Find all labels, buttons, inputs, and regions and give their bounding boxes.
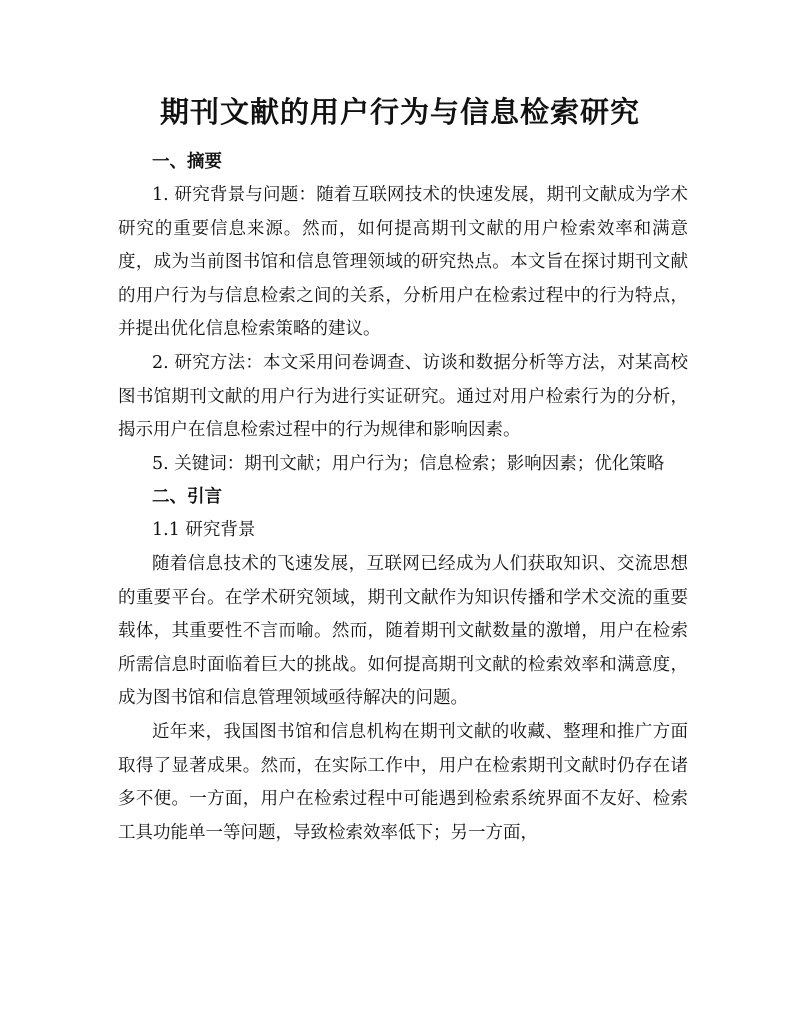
- subsection-heading-background: 1.1 研究背景: [152, 520, 256, 541]
- abstract-paragraph-method: 2. 研究方法：本文采用问卷调查、访谈和数据分析等方法，对某高校图书馆期刊文献的用户行为进行实证研究。通过对用户检索行为的分析，揭示用户在信息检索过程中的行为规律和影响因素。: [118, 352, 688, 441]
- introduction-paragraph-1: 随着信息技术的飞速发展，互联网已经成为人们获取知识、交流思想的重要平台。在学术研究领域，期刊文献作为知识传播和学术交流的重要载体，其重要性不言而喻。然而，随着期刊文献数量的激增，用户在检索所需信息时面临着巨大的挑战。如何提高期刊文献的检索效率和满意度，成为图书馆和信息管理领域亟待解决的问题。: [118, 553, 688, 709]
- section-heading-abstract: 一、摘要: [152, 152, 222, 172]
- abstract-paragraph-background: 1. 研究背景与问题：随着互联网技术的快速发展，期刊文献成为学术研究的重要信息来源。然而，如何提高期刊文献的用户检索效率和满意度，成为当前图书馆和信息管理领域的研究热点。本文旨在探讨期刊文献的用户行为与信息检索之间的关系，分析用户在检索过程中的行为特点，并提出优化信息检索策略的建议。: [118, 185, 688, 340]
- abstract-paragraph-keywords: 5. 关键词：期刊文献；用户行为；信息检索；影响因素；优化策略: [152, 453, 665, 474]
- section-heading-introduction: 二、引言: [152, 487, 222, 508]
- document-title: 期刊文献的用户行为与信息检索研究: [159, 95, 640, 129]
- introduction-paragraph-2: 近年来，我国图书馆和信息机构在期刊文献的收藏、整理和推广方面取得了显著成果。然而，在实际工作中，用户在检索期刊文献时仍存在诸多不便。一方面，用户在检索过程中可能遇到检索系统界面不友好、检索工具功能单一等问题，导致检索效率低下；另一方面，: [118, 721, 688, 843]
- document-body: [118, 146, 688, 850]
